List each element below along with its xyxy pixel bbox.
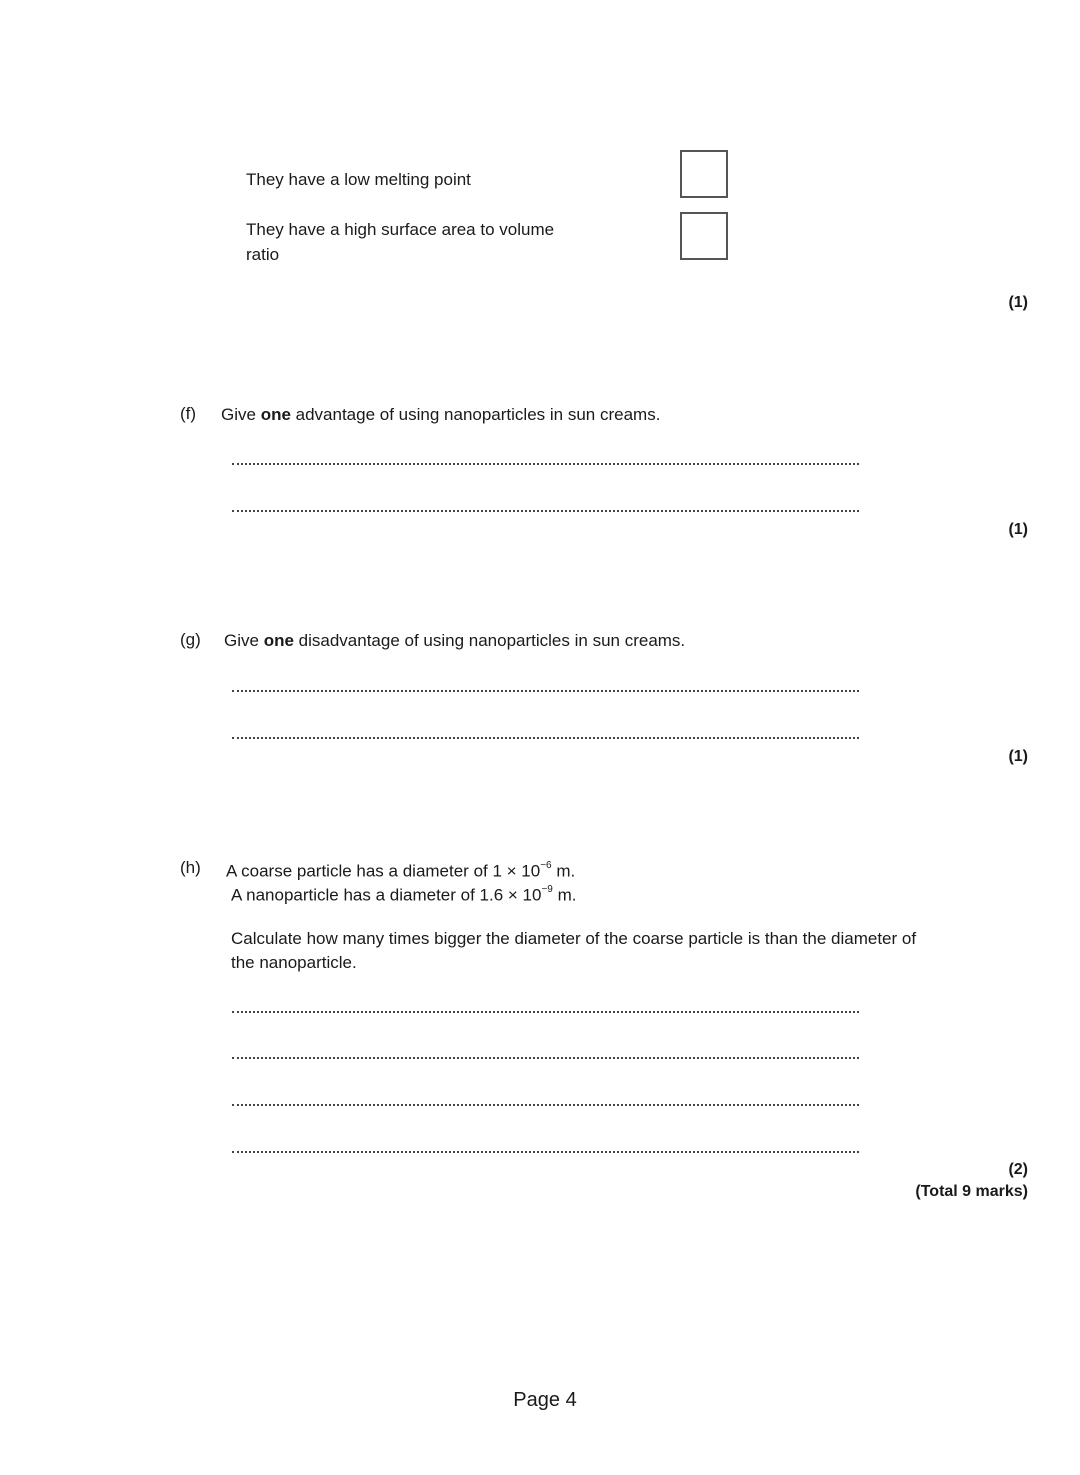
question-f-bold: one xyxy=(260,405,291,424)
question-h-instruction-line1: Calculate how many times bigger the diameter of the coarse particle is than the diameter of xyxy=(231,929,917,948)
page-number: Page 4 xyxy=(513,1389,577,1411)
question-h-line2-exp: −9 xyxy=(541,884,553,895)
answer-line-h-2[interactable] xyxy=(232,1057,859,1059)
answer-line-g-1[interactable] xyxy=(232,690,859,692)
question-f-text xyxy=(221,403,660,427)
question-f-pre: Give xyxy=(221,405,261,424)
marks-g: (1) xyxy=(1008,748,1028,765)
option-text-line1: They have a high surface area to volume xyxy=(246,220,555,239)
question-h-line1-pre: A coarse particle has a diameter of 1 × 10 xyxy=(226,861,541,881)
question-h-line1-post: m. xyxy=(551,861,576,881)
question-h-line1-exp: −6 xyxy=(540,860,552,871)
question-g-text xyxy=(224,629,685,653)
question-g-bold: one xyxy=(263,631,294,650)
option-high-surface-area xyxy=(246,217,554,267)
option-text: They have a low melting point xyxy=(246,170,471,189)
marks-f: (1) xyxy=(1008,521,1028,538)
question-h-line2 xyxy=(231,880,576,908)
answer-line-f-2[interactable] xyxy=(232,510,859,512)
marks-total: (Total 9 marks) xyxy=(915,1183,1028,1200)
question-h-line2-post: m. xyxy=(552,885,577,905)
question-g-pre: Give xyxy=(224,631,264,650)
question-f-number: (f) xyxy=(180,404,197,423)
question-h-line2-pre: A nanoparticle has a diameter of 1.6 × 10 xyxy=(231,885,542,905)
marks-h: (2) xyxy=(1008,1161,1028,1178)
question-h-number: (h) xyxy=(180,858,201,877)
answer-line-h-4[interactable] xyxy=(232,1151,859,1153)
marks-e: (1) xyxy=(1008,294,1028,311)
question-h-instruction xyxy=(231,927,916,975)
question-g-post: disadvantage of using nanoparticles in sun creams. xyxy=(293,631,686,650)
answer-line-g-2[interactable] xyxy=(232,737,859,739)
option-text-line2: ratio xyxy=(246,245,280,264)
answer-line-f-1[interactable] xyxy=(232,463,859,465)
answer-line-h-3[interactable] xyxy=(232,1104,859,1106)
checkbox-low-melting-point[interactable] xyxy=(680,150,728,198)
question-h-instruction-line2: the nanoparticle. xyxy=(231,953,357,972)
question-f-post: advantage of using nanoparticles in sun creams. xyxy=(290,405,661,424)
question-g-number: (g) xyxy=(180,630,201,649)
option-low-melting-point xyxy=(246,167,471,192)
answer-line-h-1[interactable] xyxy=(232,1011,859,1013)
checkbox-high-surface-area[interactable] xyxy=(680,212,728,260)
